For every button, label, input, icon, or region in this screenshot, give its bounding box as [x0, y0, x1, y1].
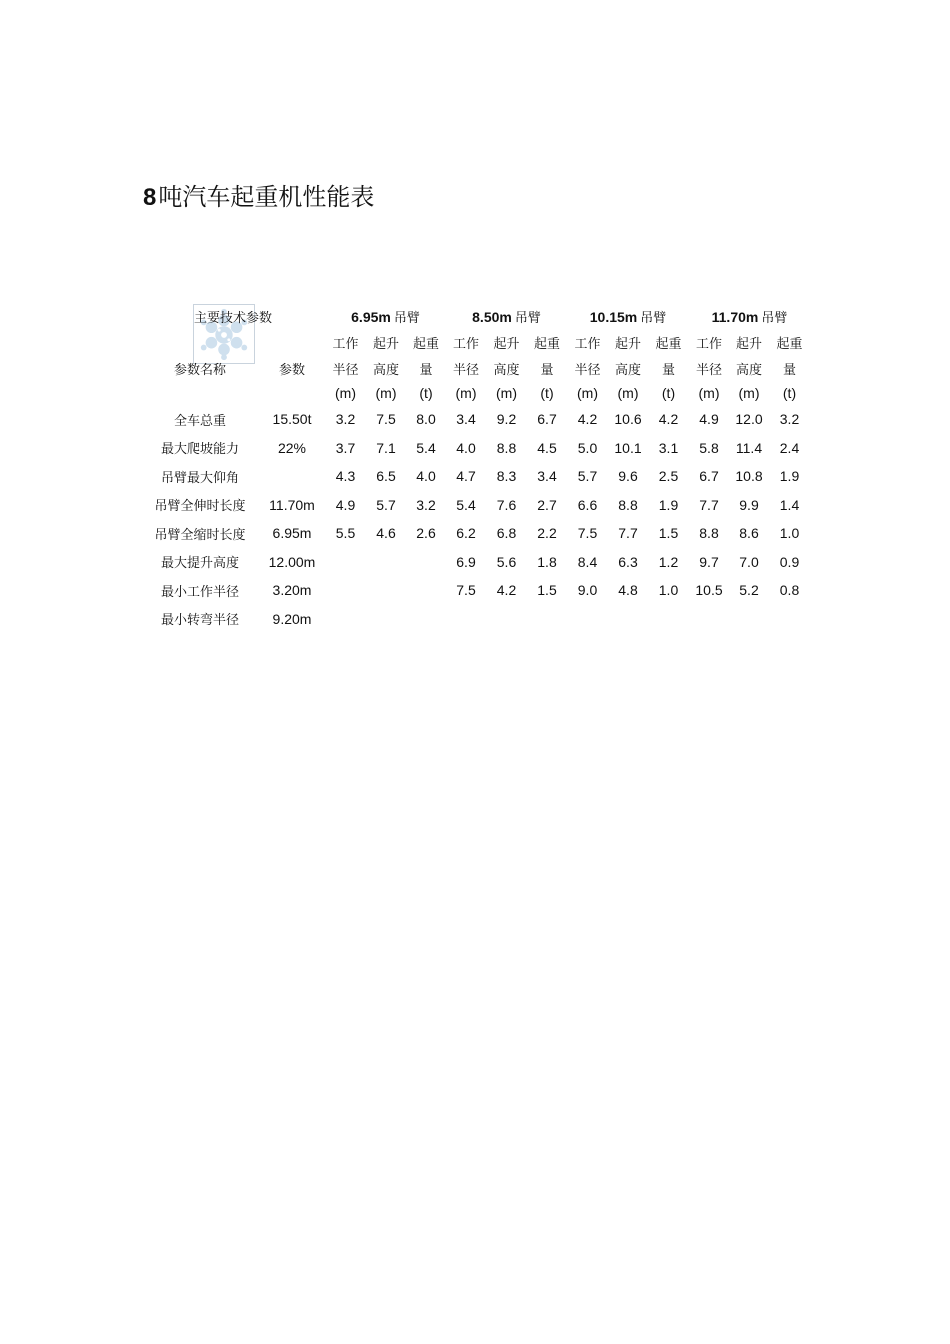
unit-label: (m) — [375, 385, 397, 401]
unit-label: (m) — [577, 385, 598, 401]
table-cell: 6.7 — [537, 411, 557, 428]
table-cell: 1.5 — [537, 582, 557, 599]
param-value: 9.20m — [272, 610, 312, 627]
table-cell — [648, 605, 689, 634]
param-value: 11.70m — [269, 496, 315, 513]
param-name: 吊臂全缩时长度 — [154, 527, 246, 543]
param-name: 最大提升高度 — [160, 556, 239, 572]
table-cell: 12.0 — [735, 411, 763, 428]
unit-label: (m) — [738, 385, 760, 401]
table-cell: 5.0 — [577, 439, 598, 456]
sub-header-line2: 半径 — [452, 362, 479, 378]
table-cell: 7.5 — [376, 411, 396, 428]
boom-group-header: 6.95m 吊臂 — [351, 308, 420, 326]
sub-header-line1: 工作 — [332, 336, 359, 352]
sub-header-line1: 起升 — [493, 336, 520, 352]
sub-header-line2: 量 — [540, 362, 554, 378]
table-cell — [406, 605, 446, 634]
table-cell: 4.2 — [658, 411, 679, 428]
table-cell: 5.2 — [739, 582, 759, 599]
sub-header-line2: 半径 — [332, 362, 359, 378]
table-cell: 3.4 — [456, 411, 476, 428]
table-cell: 1.8 — [537, 553, 557, 570]
table-cell — [486, 605, 527, 634]
sub-header-line2: 半径 — [695, 362, 722, 378]
table-cell: 0.8 — [779, 582, 800, 599]
table-cell: 5.8 — [699, 439, 719, 456]
table-cell: 2.2 — [537, 525, 557, 542]
table-cell: 6.6 — [577, 496, 598, 513]
sub-header-line2: 半径 — [574, 362, 601, 378]
table-cell: 1.9 — [779, 468, 800, 485]
table-cell: 4.2 — [496, 582, 517, 599]
unit-label: (m) — [617, 385, 639, 401]
table-cell: 10.5 — [695, 582, 723, 599]
table-cell: 1.5 — [658, 525, 679, 542]
table-cell: 8.0 — [416, 411, 436, 428]
data-rows — [141, 405, 810, 633]
param-value-header: 参数 — [278, 362, 305, 378]
table-cell — [769, 605, 810, 634]
sub-header-line1: 起重 — [655, 336, 682, 352]
table-cell: 8.8 — [699, 525, 719, 542]
header-row-groups — [141, 303, 810, 329]
table-cell: 8.4 — [577, 553, 598, 570]
table-cell — [729, 605, 769, 634]
sub-header-line1: 起重 — [533, 336, 560, 352]
table-row — [141, 405, 810, 434]
sub-header-line1: 工作 — [452, 336, 479, 352]
table-cell: 7.5 — [577, 525, 598, 542]
sub-header-line2: 量 — [419, 362, 433, 378]
table-cell — [406, 576, 446, 605]
table-row — [141, 491, 810, 520]
table-cell: 3.4 — [537, 468, 557, 485]
param-name: 最小工作半径 — [160, 584, 239, 600]
table-cell: 9.9 — [739, 496, 759, 513]
table-cell: 6.7 — [699, 468, 719, 485]
table-cell — [608, 605, 648, 634]
table-cell — [446, 605, 486, 634]
table-cell: 3.2 — [779, 411, 800, 428]
header-row-sub2 — [141, 355, 810, 381]
param-value: 3.20m — [272, 582, 312, 599]
table-cell: 8.6 — [739, 525, 759, 542]
sub-header-line1: 起重 — [776, 336, 803, 352]
table-cell: 4.8 — [618, 582, 638, 599]
unit-label: (m) — [496, 385, 517, 401]
table-cell: 4.7 — [456, 468, 476, 485]
table-cell — [366, 605, 406, 634]
unit-label: (m) — [698, 385, 720, 401]
table-cell: 5.7 — [376, 496, 396, 513]
sub-header-line2: 量 — [661, 362, 675, 378]
table-cell: 5.7 — [577, 468, 598, 485]
sub-header-line1: 起升 — [372, 336, 399, 352]
sub-header-line1: 起重 — [412, 336, 439, 352]
sub-header-line1: 工作 — [695, 336, 722, 352]
sub-header-line1: 工作 — [574, 336, 601, 352]
sub-header-line2: 高度 — [614, 362, 641, 378]
sub-header-line1: 起升 — [735, 336, 762, 352]
unit-label: (t) — [419, 385, 433, 401]
param-value — [259, 462, 325, 491]
table-cell — [406, 548, 446, 577]
table-cell: 2.5 — [658, 468, 679, 485]
title-text: 吨汽车起重机性能表 — [158, 183, 375, 211]
table-cell: 1.0 — [658, 582, 679, 599]
header-row-sub1 — [141, 329, 810, 355]
table-cell: 10.1 — [614, 439, 642, 456]
table-row — [141, 519, 810, 548]
param-value: 15.50t — [272, 411, 312, 428]
table-cell: 6.5 — [376, 468, 396, 485]
table-row — [141, 434, 810, 463]
table-cell: 7.1 — [376, 439, 396, 456]
table-cell: 7.5 — [456, 582, 476, 599]
table-row — [141, 462, 810, 491]
table-cell: 11.4 — [735, 439, 763, 456]
table-cell: 5.5 — [335, 525, 356, 542]
table-cell: 10.6 — [614, 411, 642, 428]
unit-label: (t) — [782, 385, 797, 401]
param-name: 吊臂全伸时长度 — [154, 499, 246, 515]
table-cell — [366, 548, 406, 577]
table-cell — [325, 576, 366, 605]
table-cell: 7.7 — [618, 525, 638, 542]
table-cell — [567, 605, 608, 634]
unit-label: (m) — [335, 385, 356, 401]
param-value: 12.00m — [268, 553, 316, 570]
table-cell: 1.9 — [658, 496, 679, 513]
table-cell — [366, 576, 406, 605]
table-cell: 2.6 — [416, 525, 436, 542]
table-cell: 8.8 — [496, 439, 517, 456]
sub-header-line1: 起升 — [614, 336, 641, 352]
param-name-header: 参数名称 — [173, 362, 226, 378]
table-cell: 6.8 — [496, 525, 517, 542]
boom-group-header: 11.70m 吊臂 — [711, 308, 788, 326]
unit-label: (t) — [540, 385, 554, 401]
unit-label: (m) — [455, 385, 477, 401]
table-cell: 1.2 — [658, 553, 679, 570]
table-cell: 7.7 — [699, 496, 719, 513]
table-cell: 9.7 — [699, 553, 719, 570]
table-cell: 10.8 — [735, 468, 763, 485]
header-row-units — [141, 381, 810, 405]
sub-header-line2: 高度 — [493, 362, 520, 378]
performance-table — [141, 303, 810, 633]
table-cell: 5.6 — [496, 553, 517, 570]
table-cell: 4.9 — [699, 411, 719, 428]
table-cell: 4.3 — [335, 468, 356, 485]
title-number: 8 — [143, 184, 157, 211]
param-value: 22% — [277, 439, 307, 456]
table-cell: 7.0 — [739, 553, 759, 570]
table-cell — [689, 605, 729, 634]
table-cell — [325, 605, 366, 634]
page-title — [143, 180, 374, 215]
table-cell: 6.3 — [618, 553, 638, 570]
table-cell: 4.2 — [577, 411, 598, 428]
table-cell: 4.0 — [456, 439, 476, 456]
table-cell: 9.6 — [618, 468, 638, 485]
param-name: 全车总重 — [173, 413, 226, 429]
table-cell: 1.4 — [779, 496, 800, 513]
sub-header-line2: 量 — [782, 362, 796, 378]
table-cell: 6.9 — [456, 553, 476, 570]
table-cell: 5.4 — [416, 439, 436, 456]
param-name: 吊臂最大仰角 — [160, 470, 239, 486]
table-cell: 7.6 — [496, 496, 517, 513]
table-cell: 8.8 — [618, 496, 638, 513]
params-group-label: 主要技术参数 — [193, 310, 272, 326]
param-name: 最小转弯半径 — [160, 613, 239, 629]
table-cell: 8.3 — [496, 468, 517, 485]
sub-header-line2: 高度 — [372, 362, 399, 378]
table-cell: 3.2 — [416, 496, 436, 513]
table-cell: 2.4 — [779, 439, 800, 456]
table-cell — [325, 548, 366, 577]
table-cell: 4.6 — [376, 525, 396, 542]
table-cell: 3.1 — [658, 439, 679, 456]
table-row — [141, 548, 810, 577]
table-cell: 4.0 — [416, 468, 436, 485]
table-cell: 2.7 — [537, 496, 557, 513]
table-cell: 4.9 — [335, 496, 356, 513]
table-cell: 0.9 — [779, 553, 800, 570]
boom-group-header: 8.50m 吊臂 — [472, 308, 541, 326]
table-row — [141, 576, 810, 605]
table-cell: 3.2 — [335, 411, 356, 428]
param-name: 最大爬坡能力 — [160, 442, 239, 458]
table-cell: 4.5 — [537, 439, 557, 456]
table-cell: 1.0 — [779, 525, 800, 542]
sub-header-line2: 高度 — [735, 362, 762, 378]
table-row — [141, 605, 810, 634]
table-cell: 6.2 — [456, 525, 476, 542]
table-cell: 9.2 — [496, 411, 517, 428]
boom-group-header: 10.15m 吊臂 — [589, 308, 667, 326]
table-cell: 5.4 — [456, 496, 476, 513]
table-cell: 3.7 — [335, 439, 356, 456]
table-cell — [527, 605, 567, 634]
unit-label: (t) — [661, 385, 676, 401]
table-cell: 9.0 — [577, 582, 598, 599]
param-value: 6.95m — [272, 525, 312, 542]
